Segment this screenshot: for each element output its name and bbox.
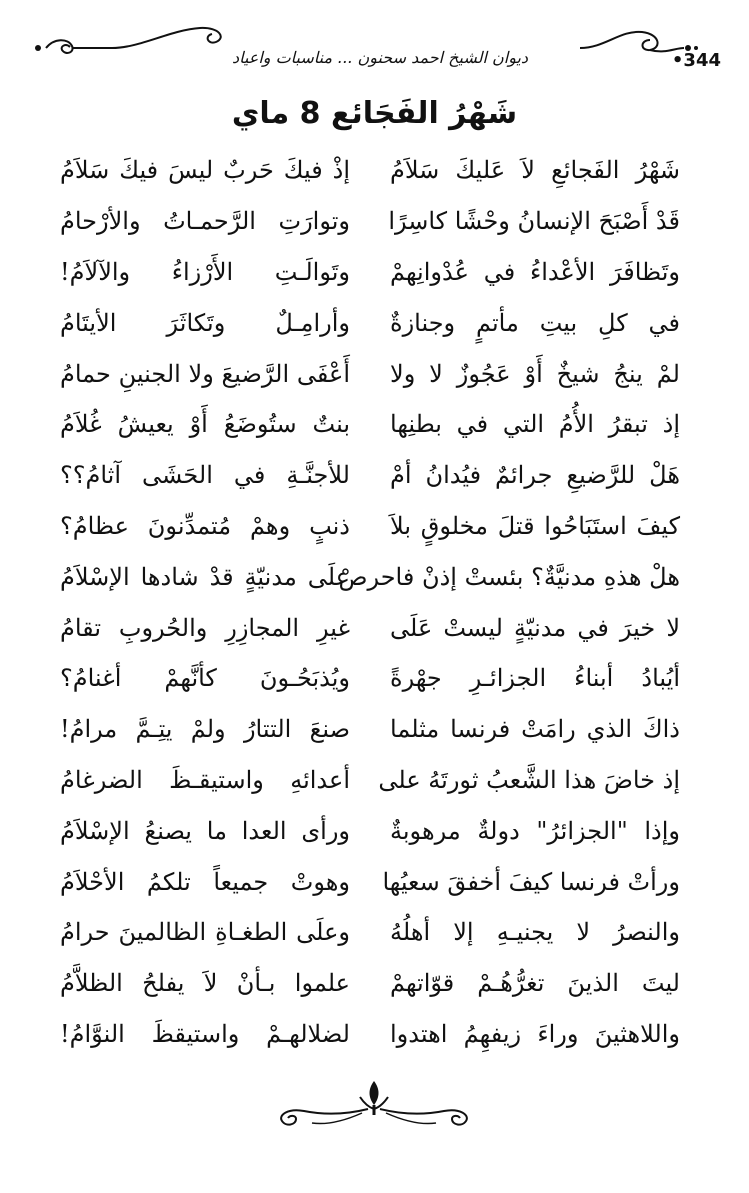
verse (60, 602, 680, 653)
verse-second-hemistich: ذنبٍ وهمْ مُتمدِّنونَ عظامُ؟ (60, 511, 350, 540)
verse (60, 551, 680, 602)
verse-first-hemistich: هلْ هذهِ مدنيَّةٌ؟ بئستْ إذنْ فاحرصْ (338, 562, 680, 591)
verse-second-hemistich: ويُذبَحُـونَ كأنَّهمْ أغنامُ؟ (60, 664, 350, 693)
verse (60, 755, 680, 806)
verse (60, 856, 680, 907)
verse-second-hemistich: للأجنَّـةِ في الحَشَى آثامُ؟؟ (60, 461, 350, 490)
verse (60, 247, 680, 298)
verse (60, 704, 680, 755)
page-number: •344 (671, 50, 721, 71)
verse-first-hemistich: هَلْ للرَّضيعِ جرائمٌ فيُدانُ أمْ (390, 461, 680, 490)
verse-second-hemistich: وأرامِـلٌ وتَكاثَرَ الأيتَامُ (60, 308, 350, 337)
verse-first-hemistich: لمْ ينجُ شيخٌ أَوْ عَجُوزٌ لا ولا (390, 359, 680, 388)
verse-first-hemistich: وإذا "الجزائرُ" دولةٌ مرهوبةٌ (390, 816, 680, 845)
verse (60, 196, 680, 247)
verse-first-hemistich: قَدْ أَصْبَحَ الإنسانُ وحْشًا كاسِرًا (388, 207, 680, 236)
verse-second-hemistich: أَعْفَى الرَّضيعَ ولا الجنينِ حمامُ (60, 359, 350, 388)
verse-second-hemistich: لضلالهـمْ واستيقظَ النوَّامُ! (60, 1019, 350, 1048)
verse-second-hemistich: علموا بـأنْ لاَ يفلحُ الظلاَّمُ (60, 969, 350, 998)
verse-first-hemistich: في كلِ بيتِ مأتمٍ وجنازةٌ (390, 308, 680, 337)
verse (60, 1009, 680, 1060)
running-title: ديوان الشيخ احمد سحنون ... مناسبات واعياد (231, 48, 529, 67)
verse-first-hemistich: شَهْرُ الفَجائعِ لاَ عَليكَ سَلاَمُ (390, 156, 680, 185)
verse-first-hemistich: ذاكَ الذي رامَتْ فرنسا مثلما (390, 715, 680, 744)
verse (60, 348, 680, 399)
verse-first-hemistich: وتَظافَرَ الأعْداءُ في عُدْوانِهمْ (390, 257, 680, 286)
verse-first-hemistich: ليتَ الذينَ تغرُّهُـمْ قوّاتهمْ (390, 969, 680, 998)
verse-second-hemistich: وهوتْ جميعاً تلكمُ الأحْلاَمُ (60, 867, 350, 896)
verse-second-hemistich: وعلَى الطغـاةِ الظالمينَ حرامُ (60, 918, 350, 947)
verse-second-hemistich: وتوارَتِ الرَّحمـاتُ والأرْحامُ (60, 207, 350, 236)
verse (60, 958, 680, 1009)
poem-verses (60, 145, 680, 1059)
verse (60, 653, 680, 704)
verse-first-hemistich: كيفَ استَبَاحُوا قتلَ مخلوقٍ بلاَ (390, 511, 680, 540)
verse-first-hemistich: واللاهثينَ وراءَ زيفهِمُ اهتدوا (390, 1019, 680, 1048)
verse-second-hemistich: ورأى العدا ما يصنعُ الإسْلاَمُ (60, 816, 350, 845)
verse (60, 145, 680, 196)
verse-first-hemistich: لا خيرَ في مدنيّةٍ ليستْ عَلَى (390, 613, 680, 642)
verse (60, 450, 680, 501)
verse-second-hemistich: بنتٌ ستُوضَعُ أَوْ يعيشُ غُلاَمُ (60, 410, 350, 439)
verse-second-hemistich: إذْ فيكَ حَربٌ ليسَ فيكَ سَلاَمُ (60, 156, 350, 185)
fleuron-icon (264, 1075, 484, 1135)
verse-first-hemistich: إذ تبقرُ الأُمُ التي في بطنِها (390, 410, 680, 439)
verse (60, 297, 680, 348)
verse-first-hemistich: إذ خاضَ هذا الشَّعبُ ثورتَهُ على (378, 765, 680, 794)
verse-second-hemistich: أعدائهِ واستيقـظَ الضرغامُ (60, 765, 350, 794)
verse (60, 399, 680, 450)
verse (60, 805, 680, 856)
footer-ornament (264, 1075, 484, 1135)
verse-first-hemistich: ورأتْ فرنسا كيفَ أخفقَ سعيُها (382, 867, 680, 896)
verse-first-hemistich: والنصرُ لا يجنيـهِ إلا أهلُهُ (390, 918, 680, 947)
verse-second-hemistich: غيرِ المجازِرِ والحُروبِ تقامُ (60, 613, 350, 642)
verse (60, 501, 680, 552)
page-header (20, 18, 729, 74)
verse-second-hemistich: علَى مدنيّةٍ قدْ شادها الإسْلاَمُ (60, 562, 350, 591)
verse (60, 907, 680, 958)
verse-second-hemistich: وتَوالَـتِ الأَرْزاءُ والآلاَمُ! (60, 257, 350, 286)
verse-second-hemistich: صنعَ التتارُ ولمْ يتِـمَّ مرامُ! (60, 715, 350, 744)
verse-first-hemistich: أيُبادُ أبناءُ الجزائـرِ جهْرةً (390, 664, 680, 693)
poem-title: شَهْرُ الفَجَائع 8 ماي (231, 96, 518, 131)
